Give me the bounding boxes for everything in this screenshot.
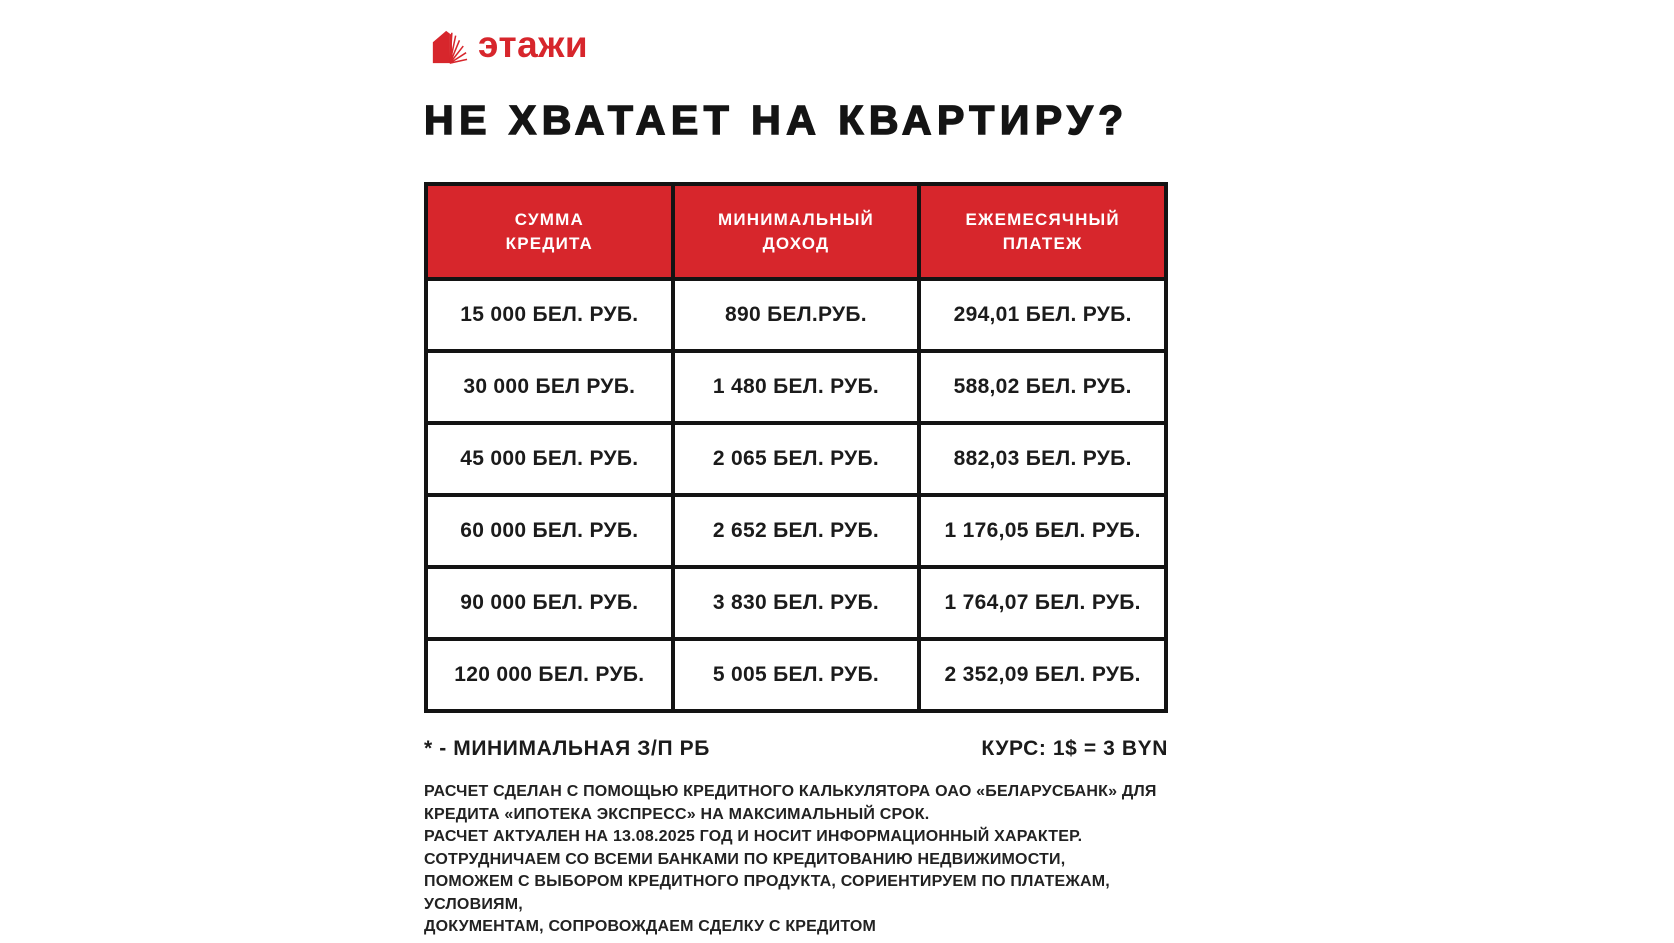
- footnote-min-salary: * - МИНИМАЛЬНАЯ З/П РБ: [424, 737, 710, 760]
- table-cell: 890 БЕЛ.РУБ.: [673, 279, 920, 351]
- header-min-income: [673, 184, 920, 279]
- table-cell: 120 000 БЕЛ. РУБ.: [426, 639, 673, 711]
- header-monthly-payment: [919, 184, 1166, 279]
- brand-logo: [424, 0, 1168, 67]
- disclaimer-line: КРЕДИТА «ИПОТЕКА ЭКСПРЕСС» НА МАКСИМАЛЬНЫЙ СРОК.: [424, 805, 930, 823]
- disclaimer-line: СОТРУДНИЧАЕМ СО ВСЕМИ БАНКАМИ ПО КРЕДИТОВАНИЮ НЕДВИЖИМОСТИ,: [424, 850, 1066, 868]
- disclaimer-line: ДОКУМЕНТАМ, СОПРОВОЖДАЕМ СДЕЛКУ С КРЕДИТОМ: [424, 918, 877, 935]
- header-line: ЕЖЕМЕСЯЧНЫЙ: [965, 209, 1120, 229]
- table-cell: 90 000 БЕЛ. РУБ.: [426, 567, 673, 639]
- disclaimer-line: ПОМОЖЕМ С ВЫБОРОМ КРЕДИТНОГО ПРОДУКТА, СОРИЕНТИРУЕМ ПО ПЛАТЕЖАМ,: [424, 873, 1110, 890]
- table-row: [426, 495, 1166, 567]
- table-cell: 2 352,09 БЕЛ. РУБ.: [919, 639, 1166, 711]
- infographic-content: [424, 0, 1168, 939]
- disclaimer-line: УСЛОВИЯМ,: [424, 895, 523, 913]
- header-line: МИНИМАЛЬНЫЙ: [717, 209, 874, 229]
- disclaimer: [424, 781, 1168, 939]
- header-line: ПЛАТЕЖ: [1002, 233, 1083, 253]
- page-title: НЕ ХВАТАЕТ НА КВАРТИРУ?: [424, 97, 1129, 143]
- disclaimer-line: РАСЧЕТ АКТУАЛЕН НА 13.08.2025 ГОД И НОСИТ ИНФОРМАЦИОННЫЙ ХАРАКТЕР.: [424, 828, 1083, 845]
- table-cell: 5 005 БЕЛ. РУБ.: [673, 639, 920, 711]
- table-row: [426, 423, 1166, 495]
- table-row: [426, 279, 1166, 351]
- table-cell: 294,01 БЕЛ. РУБ.: [919, 279, 1166, 351]
- table-row: [426, 567, 1166, 639]
- table-cell: 588,02 БЕЛ. РУБ.: [919, 351, 1166, 423]
- credit-table: [424, 182, 1168, 713]
- header-credit-sum: [426, 184, 673, 279]
- table-row: [426, 639, 1166, 711]
- table-cell: 3 830 БЕЛ. РУБ.: [673, 567, 920, 639]
- notes-row: [424, 737, 1168, 761]
- table-cell: 2 652 БЕЛ. РУБ.: [673, 495, 920, 567]
- house-icon: [430, 28, 468, 66]
- table-cell: 15 000 БЕЛ. РУБ.: [426, 279, 673, 351]
- table-cell: 882,03 БЕЛ. РУБ.: [919, 423, 1166, 495]
- header-line: СУММА: [514, 209, 584, 229]
- table-header-row: [426, 184, 1166, 279]
- table-cell: 1 764,07 БЕЛ. РУБ.: [919, 567, 1166, 639]
- header-line: КРЕДИТА: [505, 233, 594, 253]
- table-row: [426, 351, 1166, 423]
- brand-name: этажи: [478, 24, 589, 65]
- exchange-rate: КУРС: 1$ = 3 BYN: [981, 737, 1168, 760]
- table-cell: 2 065 БЕЛ. РУБ.: [673, 423, 920, 495]
- table-cell: 30 000 БЕЛ РУБ.: [426, 351, 673, 423]
- header-line: ДОХОД: [762, 233, 830, 253]
- table-cell: 45 000 БЕЛ. РУБ.: [426, 423, 673, 495]
- table-cell: 1 176,05 БЕЛ. РУБ.: [919, 495, 1166, 567]
- table-cell: 60 000 БЕЛ. РУБ.: [426, 495, 673, 567]
- disclaimer-line: РАСЧЕТ СДЕЛАН С ПОМОЩЬЮ КРЕДИТНОГО КАЛЬКУЛЯТОРА ОАО «БЕЛАРУСБАНК» ДЛЯ: [424, 783, 1157, 800]
- table-cell: 1 480 БЕЛ. РУБ.: [673, 351, 920, 423]
